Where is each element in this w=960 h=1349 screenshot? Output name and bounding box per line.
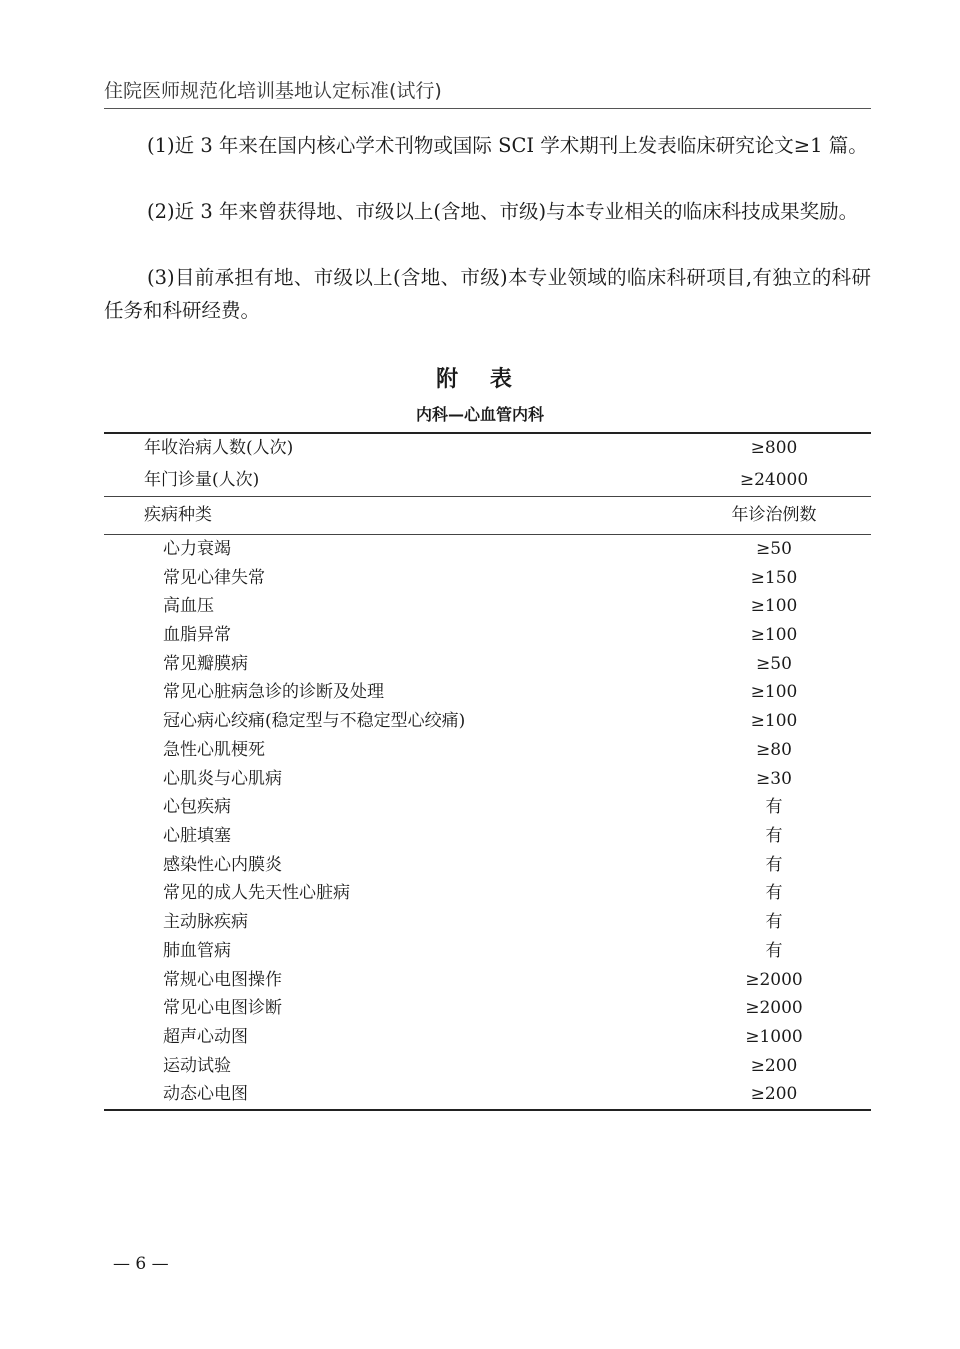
table-row [104, 535, 871, 564]
table-row [104, 621, 871, 650]
table-row [104, 736, 871, 765]
case-count: 有 [765, 855, 783, 875]
table-row [104, 851, 871, 880]
summary-row [104, 434, 871, 463]
case-count: ≥100 [750, 596, 798, 616]
paragraph-2: (2)近 3 年来曾获得地、市级以上(含地、市级)与本专业相关的临床科技成果奖励。 [147, 200, 859, 223]
disease-name: 心肌炎与心肌病 [163, 769, 282, 789]
case-count: ≥200 [750, 1056, 798, 1076]
case-count: ≥80 [756, 740, 792, 760]
disease-name: 心力衰竭 [163, 539, 231, 559]
case-count: 有 [765, 797, 783, 817]
case-count: ≥200 [750, 1084, 798, 1104]
disease-name: 超声心动图 [163, 1027, 248, 1047]
case-count: ≥100 [750, 625, 798, 645]
disease-name: 心脏填塞 [163, 826, 231, 846]
table-bottom-rule [104, 1109, 871, 1111]
table-row [104, 793, 871, 822]
paragraph-1: (1)近 3 年来在国内核心学术刊物或国际 SCI 学术期刊上发表临床研究论文≥1 篇。 [147, 134, 868, 157]
table-header-row [104, 501, 871, 530]
table-row [104, 678, 871, 707]
table-row [104, 879, 871, 908]
disease-name: 常见心电图诊断 [163, 998, 282, 1018]
table-row [104, 908, 871, 937]
case-count: 有 [765, 826, 783, 846]
table-row [104, 937, 871, 966]
table-row [104, 592, 871, 621]
case-count: ≥30 [756, 769, 792, 789]
table-row [104, 765, 871, 794]
disease-name: 主动脉疾病 [163, 912, 248, 932]
appendix-title: 附 表 [436, 367, 524, 392]
summary-value: ≥24000 [739, 470, 809, 490]
case-count: ≥100 [750, 711, 798, 731]
disease-name: 冠心病心绞痛(稳定型与不稳定型心绞痛) [163, 711, 466, 731]
case-count: ≥100 [750, 682, 798, 702]
column-header-disease: 疾病种类 [144, 505, 212, 525]
disease-name: 常见的成人先天性心脏病 [163, 883, 350, 903]
case-count: ≥2000 [745, 970, 803, 990]
case-count: 有 [765, 912, 783, 932]
case-count: ≥1000 [745, 1027, 803, 1047]
running-head: 住院医师规范化培训基地认定标准(试行) [104, 80, 442, 102]
page-number: — 6 — [113, 1254, 169, 1274]
disease-name: 心包疾病 [163, 797, 231, 817]
table-row [104, 1023, 871, 1052]
header-divider [104, 108, 871, 109]
column-header-count: 年诊治例数 [731, 505, 817, 525]
table-row [104, 966, 871, 995]
disease-name: 高血压 [163, 596, 214, 616]
disease-name: 动态心电图 [163, 1084, 248, 1104]
case-count: ≥150 [750, 568, 798, 588]
table-divider [104, 496, 871, 497]
case-count: 有 [765, 883, 783, 903]
table-row [104, 822, 871, 851]
paragraph-3: (3)目前承担有地、市级以上(含地、市级)本专业领域的临床科研项目,有独立的科研任务和科研经费。 [104, 266, 871, 322]
summary-label: 年门诊量(人次) [144, 470, 260, 490]
table-row [104, 707, 871, 736]
disease-name: 常见瓣膜病 [163, 654, 248, 674]
summary-row [104, 466, 871, 495]
summary-label: 年收治病人数(人次) [144, 438, 294, 458]
disease-name: 感染性心内膜炎 [163, 855, 282, 875]
disease-name: 常见心律失常 [163, 568, 265, 588]
case-count: ≥50 [756, 654, 792, 674]
disease-name: 急性心肌梗死 [163, 740, 265, 760]
case-count: ≥2000 [745, 998, 803, 1018]
disease-name: 血脂异常 [163, 625, 231, 645]
table-row [104, 564, 871, 593]
table-row [104, 1080, 871, 1109]
disease-name: 运动试验 [163, 1056, 231, 1076]
case-count: ≥50 [756, 539, 792, 559]
appendix-subtitle: 内科—心血管内科 [415, 405, 544, 424]
table-row [104, 1052, 871, 1081]
summary-value: ≥800 [750, 438, 798, 458]
disease-name: 肺血管病 [163, 941, 231, 961]
disease-name: 常见心脏病急诊的诊断及处理 [163, 682, 384, 702]
case-count: 有 [765, 941, 783, 961]
disease-name: 常规心电图操作 [163, 970, 282, 990]
table-row [104, 650, 871, 679]
table-row [104, 994, 871, 1023]
